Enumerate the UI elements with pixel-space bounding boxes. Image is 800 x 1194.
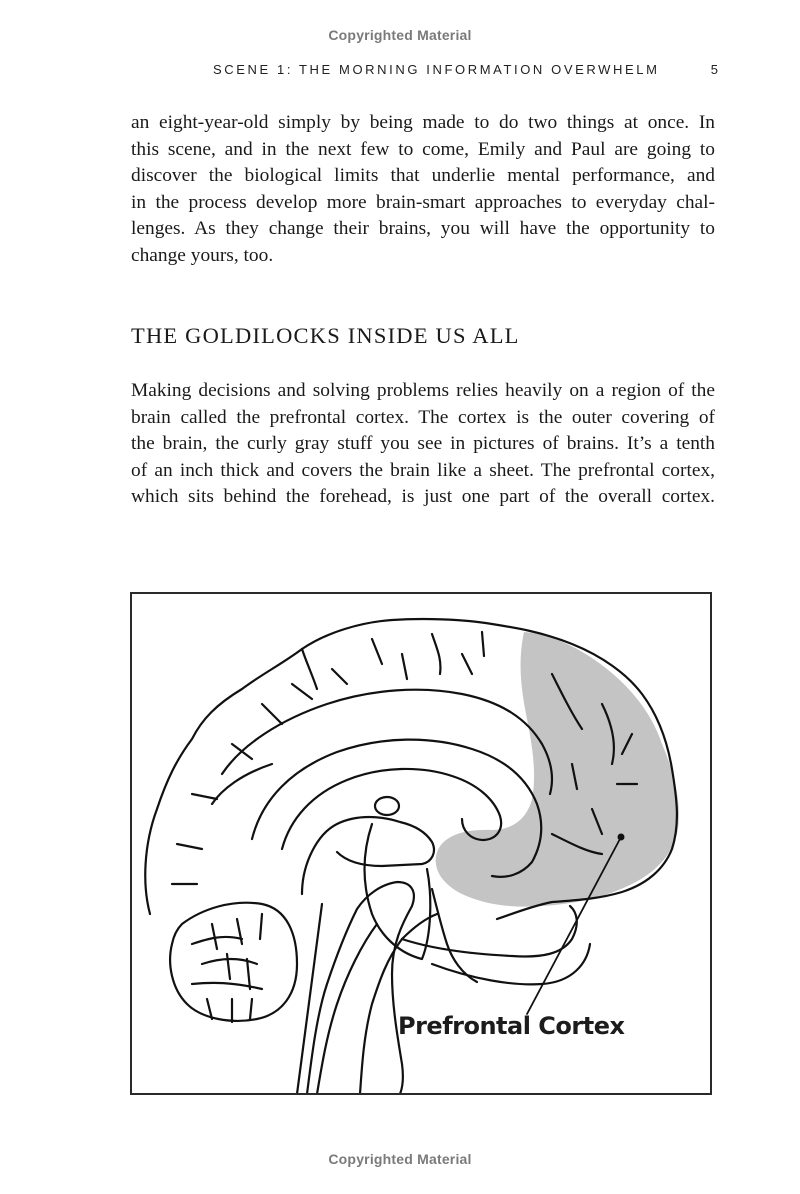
text-line: brain called the prefrontal cortex. The cortex is the outer covering of — [131, 406, 715, 428]
text-line: an eight-year-old simply by being made to do two things at once. In — [131, 112, 715, 133]
text-line: in the process develop more brain-smart approaches to everyday chal- — [131, 191, 715, 213]
running-head — [213, 62, 718, 77]
copyright-watermark-top: Copyrighted Material — [328, 27, 472, 43]
paragraph-1 — [131, 110, 715, 270]
paragraph-2 — [131, 378, 715, 511]
text-line: change yours, too. — [131, 244, 274, 266]
page-number: 5 — [710, 62, 718, 77]
figure-label: Prefrontal Cortex — [398, 1012, 625, 1040]
section-heading: THE GOLDILOCKS INSIDE US ALL — [131, 323, 520, 348]
brain-figure — [130, 592, 712, 1095]
text-line: the brain, the curly gray stuff you see in pictures of brains. It’s a tenth — [131, 433, 715, 455]
text-line: of an inch thick and covers the brain like a sheet. The prefrontal cortex, — [131, 459, 715, 481]
text-line: discover the biological limits that underlie mental performance, and — [131, 165, 715, 187]
text-line: lenges. As they change their brains, you will have the opportunity to — [131, 218, 715, 240]
running-head-title: SCENE 1: THE MORNING INFORMATION OVERWHELM — [213, 62, 660, 77]
text-line: this scene, and in the next few to come, Emily and Paul are going to — [131, 138, 715, 160]
text-line: which sits behind the forehead, is just one part of the overall cortex. — [131, 486, 715, 508]
text-line: Making decisions and solving problems relies heavily on a region of the — [131, 380, 715, 401]
copyright-watermark-bottom: Copyrighted Material — [328, 1151, 472, 1167]
